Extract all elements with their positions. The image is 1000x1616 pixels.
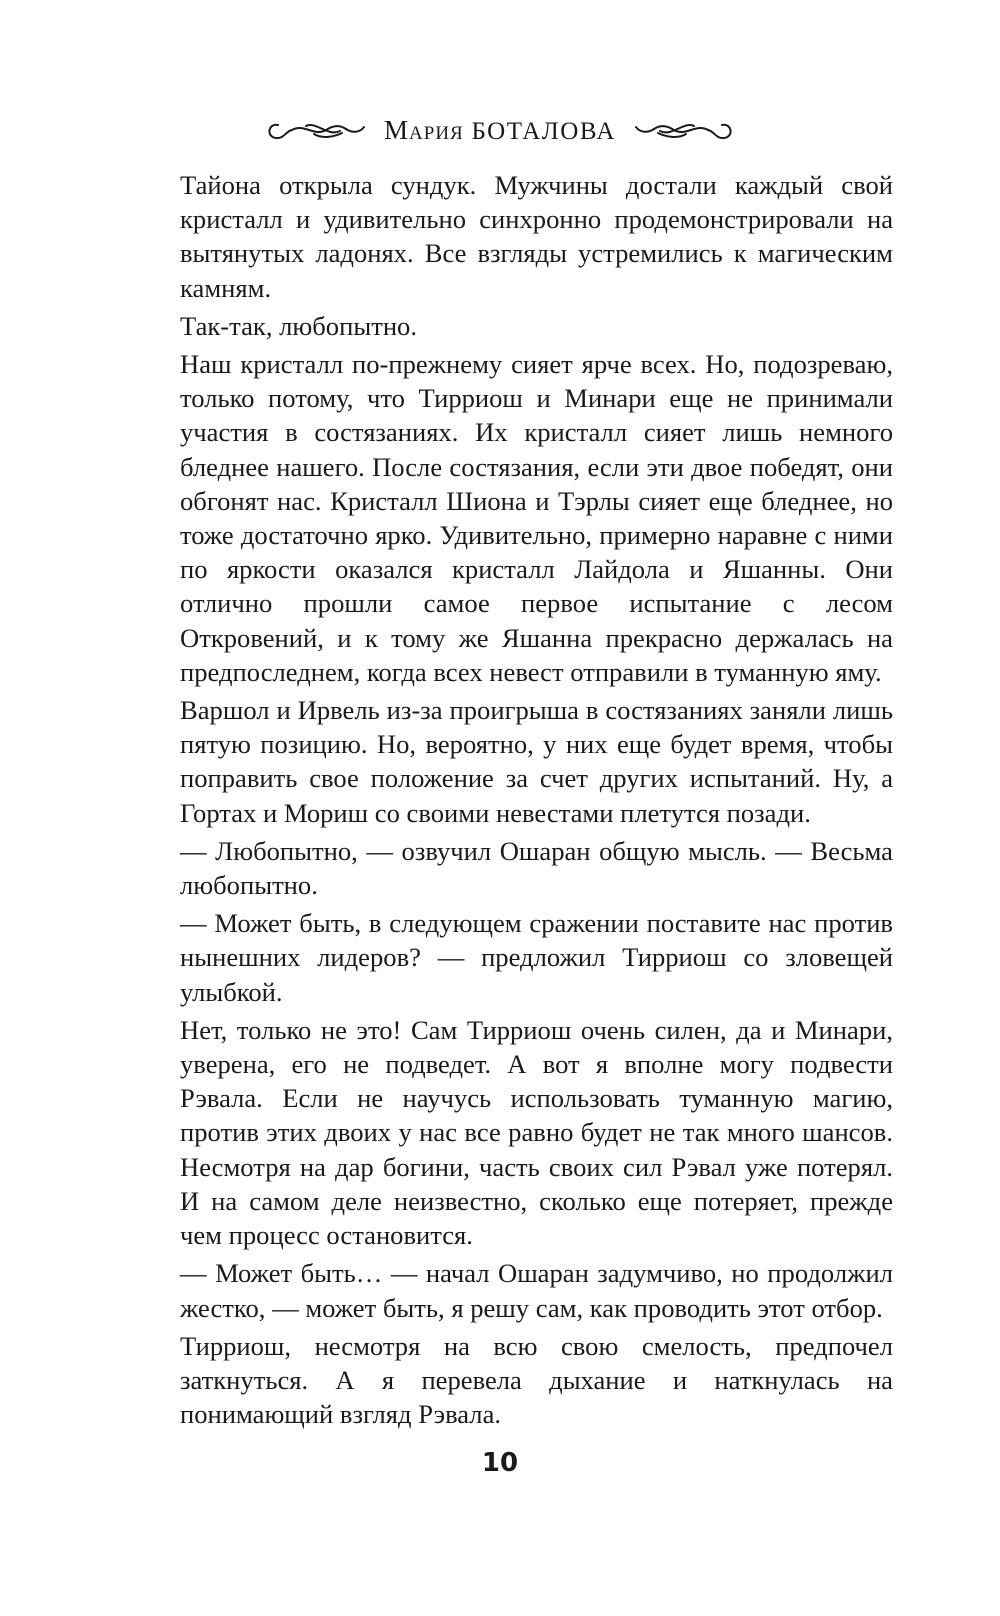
paragraph: — Может быть… — начал Ошаран задумчиво, но продолжил жестко, — может быть, я решу сам, как проводить этот отбор. bbox=[180, 1258, 893, 1323]
paragraph: Варшол и Ирвель из-за проигрыша в состязаниях заняли лишь пятую позицию. Но, вероятно, у них еще будет время, чтобы поправить свое положение за счет других испытаний. Ну, а Гортах и Мориш со своими невестами плетутся позади. bbox=[180, 695, 893, 828]
author-last-name: БОТАЛОВА bbox=[471, 117, 616, 145]
flourish-ornament-right-icon bbox=[630, 115, 736, 145]
paragraph: — Любопытно, — озвучил Ошаран общую мысль. — Весьма любопытно. bbox=[180, 835, 893, 901]
body-text bbox=[180, 168, 893, 1435]
page-number: 10 bbox=[481, 1448, 519, 1478]
paragraph: Наш кристалл по-прежнему сияет ярче всех. Но, подозреваю, только потому, что Тирриош и Минари еще не принимали участия в состязаниях. Их кристалл сияет лишь немного бледнее нашего. После состязания, если эти двое победят, они обгонят нас. Кристалл Шиона и Тэрлы сияет еще бледнее, но тоже достаточно ярко. Удивительно, примерно наравне с ними по яркости оказался кристалл Лайдола и Яшанны. Они отлично прошли самое первое испытание с лесом Откровений, и к тому же Яшанна прекрасно держалась на предпоследнем, когда всех невест отправили в туманную яму. bbox=[180, 349, 893, 687]
running-head-title bbox=[384, 115, 616, 146]
paragraph: Так-так, любопытно. bbox=[180, 310, 417, 341]
paragraph: Тирриош, несмотря на всю свою смелость, предпочел заткнуться. А я перевела дыхание и наткнулась на понимающий взгляд Рэвала. bbox=[180, 1330, 893, 1430]
running-header bbox=[0, 100, 1000, 160]
paragraph: Тайона открыла сундук. Мужчины достали каждый свой кристалл и удивительно синхронно продемонстрировали на вытянутых ладонях. Все взгляды устремились к магическим камням. bbox=[180, 170, 893, 303]
paragraph: Нет, только не это! Сам Тирриош очень силен, да и Минари, уверена, его не подведет. А вот я вполне могу подвести Рэвала. Если не научусь использовать туманную магию, против этих двоих у нас все равно будет не так много шансов. Несмотря на дар богини, часть своих сил Рэвал уже потерял. И на самом деле неизвестно, сколько еще потеряет, прежде чем процесс остановится. bbox=[180, 1014, 893, 1251]
paragraph: — Может быть, в следующем сражении поставите нас против нынешних лидеров? — предложил Тирриош со зловещей улыбкой. bbox=[180, 908, 893, 1007]
flourish-ornament-left-icon bbox=[264, 115, 370, 145]
author-first-name: Мария bbox=[384, 114, 464, 145]
